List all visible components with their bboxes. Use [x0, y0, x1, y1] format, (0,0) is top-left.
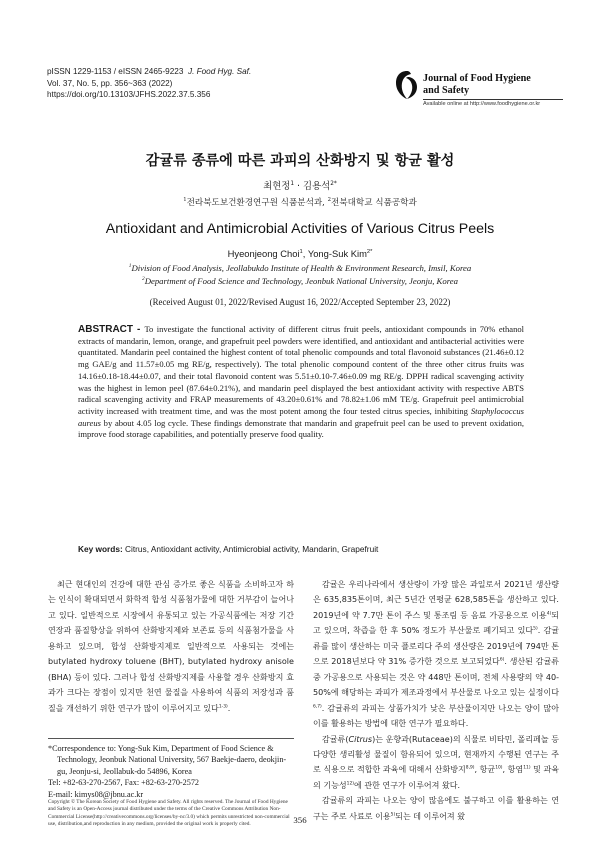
journal-meta — [47, 66, 251, 101]
abstract-heading: ABSTRACT - — [78, 324, 145, 335]
abstract: ABSTRACT - To investigate the functional activity of different citrus fruit peels, antioxidant compounds in 70% ethanol extracts of mandarin, lemon, orange, and grapefruit peel powders were identified, and antioxidant and antibacterial activities were quantitated. Mandarin peel contained the highest content of total phenolic compounds and total flavonoid substances (21.46±0.12 mg GAE/g and 11.57±0.05 mg RE/g, respectively). The total phenolic compound content of the three other citrus fruits was 14.16±0.18-18.44±0.07, and their total flavonoid content was 5.51±0.10-7.46±0.09 mg RE/g. DPPH radical scavenging activity was the highest in lemon peel (87.64±0.21%), and mandarin peel displayed the best antioxidant activity with respective ABTS radical scavenging activity and FRAP measurements of 43.20±0.61% and 78.82±1.06 mM TE/g. Grapefruit peel antimicrobial activity increased with treatment time, and was the most potent among the four tested citrus species, inhibiting Staphylococcus aureus by about 4.05 log cycle. These findings demonstrate that mandarin and grapefruit peel can be used to prevent oxidation, improve food storage capabilities, and potentially preserve food quality. — [78, 324, 524, 440]
received-dates: (Received August 01, 2022/Revised August 16, 2022/Accepted September 23, 2022) — [149, 297, 451, 307]
correspondence: *Correspondence to: Yong-Suk Kim, Department of Food Science & Technology, Jeonbuk National University, 567 Baekje-daero, deokjin-gu, Jeonju-si, Jeollabuk-do 54896, Korea Tel: +82-63-270-2567, Fax: +82-63-270-2572 E-mail: kimys08@jbnu.ac.kr — [48, 743, 294, 800]
keywords: Key words: Citrus, Antioxidant activity, Antimicrobial activity, Mandarin, Grapefruit — [78, 544, 379, 554]
journal-logo — [395, 70, 565, 110]
paragraph: 감귤류의 과피는 나오는 양이 많음에도 불구하고 이를 활용하는 연구는 주로 사료로 이용$^{5)}$되는 데 이루어져 왔 — [313, 796, 559, 821]
paragraph: 감귤은 우리나라에서 생산량이 가장 많은 과일로서 2021년 생산량은 635,835톤이며, 최근 5년간 연평균 628,585톤을 생산하고 있다. 2019년에 약 7.7만 톤이 주스 및 통조림 등 음료 가공용으로 이용$^{4)}$되고 있으며, 착즙을 한 후 50% 정도가 부산물로 폐기되고 있다$^{5)}$. 감귤류를 많이 생산하는 미국 플로리다 주의 생산량은 2019년에 794만 톤으로 2018년보다 약 31% 증가한 것으로 보고되었다$^{6)}$. 생산된 감귤류 중 가공용으로 사용되는 것은 약 448만 톤이며, 전체 사용량의 약 40-50%에 해당하는 과피가 제조과정에서 부산물로 나오고 있는 실정이다$^{6,7)}$. 감귤류의 과피는 상품가치가 낮은 부산물이지만 나오는 양이 많아 이를 활용하는 방법에 대한 연구가 필요하다. — [313, 580, 559, 729]
page-number: 356 — [293, 815, 307, 825]
body-column-left — [48, 577, 294, 716]
doi-link[interactable]: https://doi.org/10.13103/JFHS.2022.37.5.356 — [47, 90, 211, 99]
issn: pISSN 1229-1153 / eISSN 2465-9223 — [47, 67, 184, 76]
correspondence-email[interactable]: E-mail: kimys08@jbnu.ac.kr — [48, 789, 144, 799]
logo-divider — [423, 99, 563, 100]
journal-logo-icon — [395, 70, 419, 100]
korean-affiliations: $^1$전라북도보건환경연구원 식품분석과, $^2$전북대학교 식품공학과 — [183, 197, 417, 208]
paragraph: 감귤류(Citrus)는 운향과(Rutaceae)의 식물로 비타민, 폴리페놀 등 다양한 생리활성 물질이 함유되어 있으며, 현재까지 수행된 연구는 주로 식용으로 적합한 과육에 대해서 산화방지$^{8,9)}$, 항균$^{10)}$, 항염$^{11)}$ 및 과육의 기능성$^{12)}$에 관한 연구가 이루어져 왔다. — [313, 734, 560, 790]
footnote-divider — [48, 738, 294, 739]
copyright-notice: Copyright © The Korean Society of Food Hygiene and Safety. All rights reserved. The Journal of Food Hygiene and Safety is an Open-Access journal distributed under the terms of the Creative Commons Attribution Non-Commercial License(http://creativecommons.org/licenses/by-nc/3.0) which permits unrestricted non-commercial use, distribution,and reproduction in any medium, provided the original work is properly cited. — [48, 799, 290, 828]
body-column-right — [313, 577, 559, 824]
paragraph: 최근 현대인의 건강에 대한 관심 증가로 좋은 식품을 소비하고자 하는 인식이 확대되면서 화학적 합성 식품첨가물에 대한 거부감이 늘어나고 있다. 일반적으로 시장에서 유통되고 있는 가공식품에는 저장 기간 연장과 품질향상을 위하여 산화방지제와 보존료 등의 식품첨가물을 사용하고 있으며, 합성 산화방지제로 일반적으로 사용되는 것에는 butylated hydroxy toluene (BHT), butylated hydroxy anisole (BHA) 등이 있다. 그러나 합성 산화방지제를 사용할 경우 산화방지 효과가 크다는 장점이 있지만 천연 물질을 사용하여 식품의 저장성과 품질을 개선하기 위한 연구가 많이 이루어지고 있다$^{1-3)}$. — [48, 580, 294, 713]
volume-info: Vol. 37, No. 5, pp. 356~363 (2022) — [47, 78, 173, 88]
journal-website[interactable]: Available online at http://www.foodhygiene.or.kr — [423, 101, 541, 107]
english-title: Antioxidant and Antimicrobial Activities of Various Citrus Peels — [105, 221, 495, 237]
english-authors: Hyeonjeong Choi$^1$, Yong-Suk Kim$^{2*}$ — [227, 248, 373, 259]
journal-logo-title: Journal of Food Hygiene and Safety — [423, 73, 531, 96]
korean-title: 감귤류 종류에 따른 과피의 산화방지 및 항균 활성 — [145, 153, 455, 169]
english-affiliations: $^1$Division of Food Analysis, Jeollabukdo Institute of Health & Environment Research, Imsil, Korea $^2$Department of Food Science and Technology, Jeonbuk National University, Jeonju, Korea — [128, 263, 472, 286]
journal-abbrev: J. Food Hyg. Saf. — [187, 67, 252, 76]
korean-authors: 최현정$^1$ · 김용석$^{2*}$ — [263, 180, 337, 192]
